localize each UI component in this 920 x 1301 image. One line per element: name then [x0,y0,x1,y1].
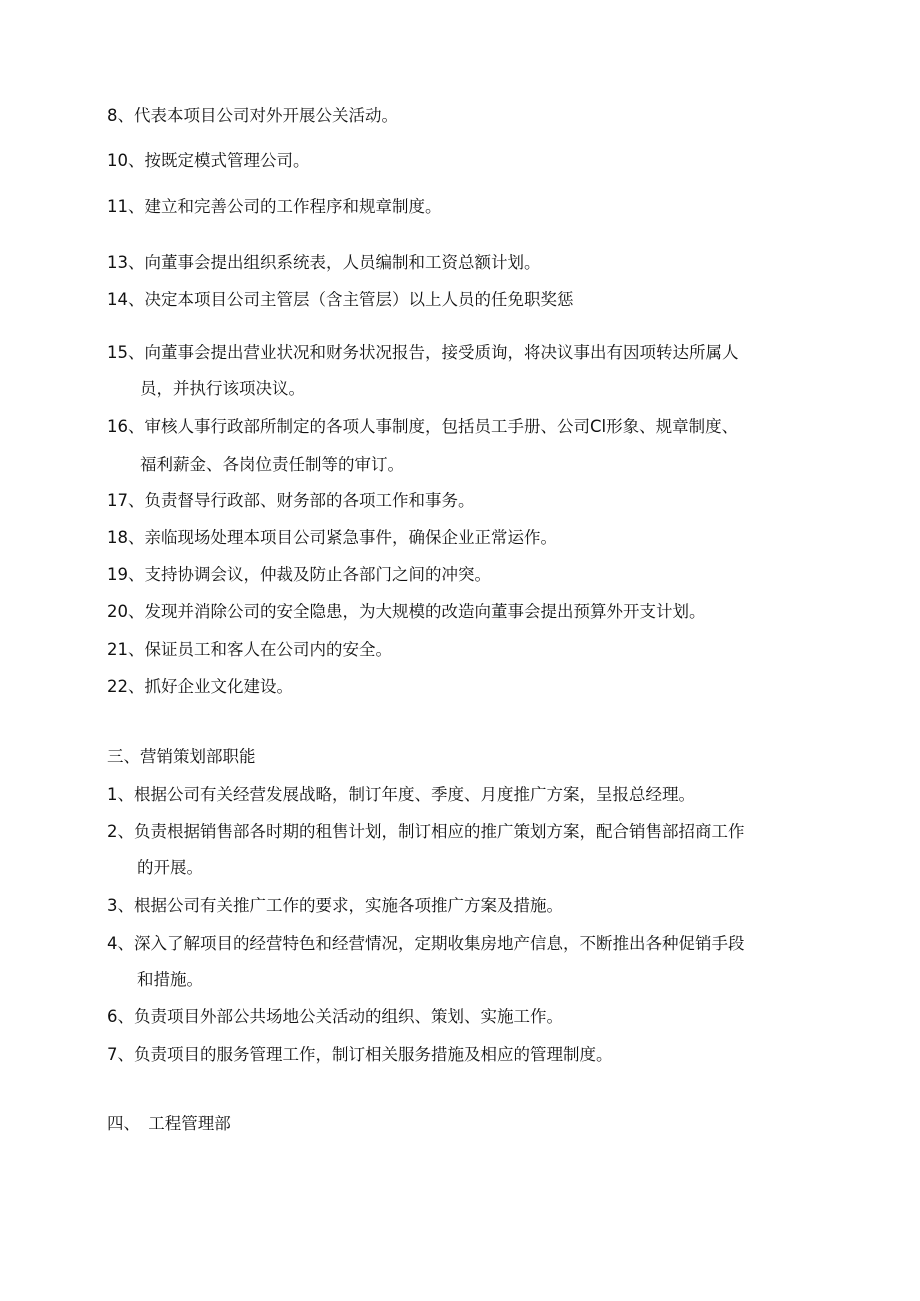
item-22: 22、抓好企业文化建设。 [107,677,293,696]
item-11: 11、建立和完善公司的工作程序和规章制度。 [107,197,442,216]
section-3-heading: 三、营销策划部职能 [107,747,256,766]
item-16: 16、审核人事行政部所制定的各项人事制度，包括员工手册、公司Cl形象、规章制度、 [107,417,739,436]
item-21: 21、保证员工和客人在公司内的安全。 [107,640,392,659]
section-4-heading: 四、 工程管理部 [107,1114,231,1133]
section-3-item-1: 1、根据公司有关经营发展战略，制订年度、季度、月度推广方案，呈报总经理。 [107,785,695,804]
section-3-item-2-continuation: 的开展。 [137,858,203,877]
item-17: 17、负责督导行政部、财务部的各项工作和事务。 [107,491,475,510]
item-15-continuation: 员，并执行该项决议。 [140,379,305,398]
section-3-item-3: 3、根据公司有关推广工作的要求，实施各项推广方案及措施。 [107,896,563,915]
section-3-item-7: 7、负责项目的服务管理工作，制订相关服务措施及相应的管理制度。 [107,1045,613,1064]
item-18: 18、亲临现场处理本项目公司紧急事件，确保企业正常运作。 [107,528,557,547]
item-20: 20、发现并消除公司的安全隐患，为大规模的改造向董事会提出预算外开支计划。 [107,602,706,621]
item-16-continuation: 福利薪金、各岗位责任制等的审订。 [140,455,404,474]
item-14: 14、决定本项目公司主管层（含主管层）以上人员的任免职奖惩 [107,290,574,309]
item-10: 10、按既定模式管理公司。 [107,151,310,170]
item-8: 8、代表本项目公司对外开展公关活动。 [107,106,398,125]
section-3-item-4-continuation: 和措施。 [137,970,203,989]
section-3-item-2: 2、负责根据销售部各时期的租售计划，制订相应的推广策划方案，配合销售部招商工作 [107,822,745,841]
section-3-item-6: 6、负责项目外部公共场地公关活动的组织、策划、实施工作。 [107,1007,563,1026]
item-13: 13、向董事会提出组织系统表，人员编制和工资总额计划。 [107,253,541,272]
item-19: 19、支持协调会议，仲裁及防止各部门之间的冲突。 [107,565,491,584]
section-3-item-4: 4、深入了解项目的经营特色和经营情况，定期收集房地产信息，不断推出各种促销手段 [107,934,745,953]
item-15: 15、向董事会提出营业状况和财务状况报告，接受质询，将决议事出有因项转达所属人 [107,343,739,362]
